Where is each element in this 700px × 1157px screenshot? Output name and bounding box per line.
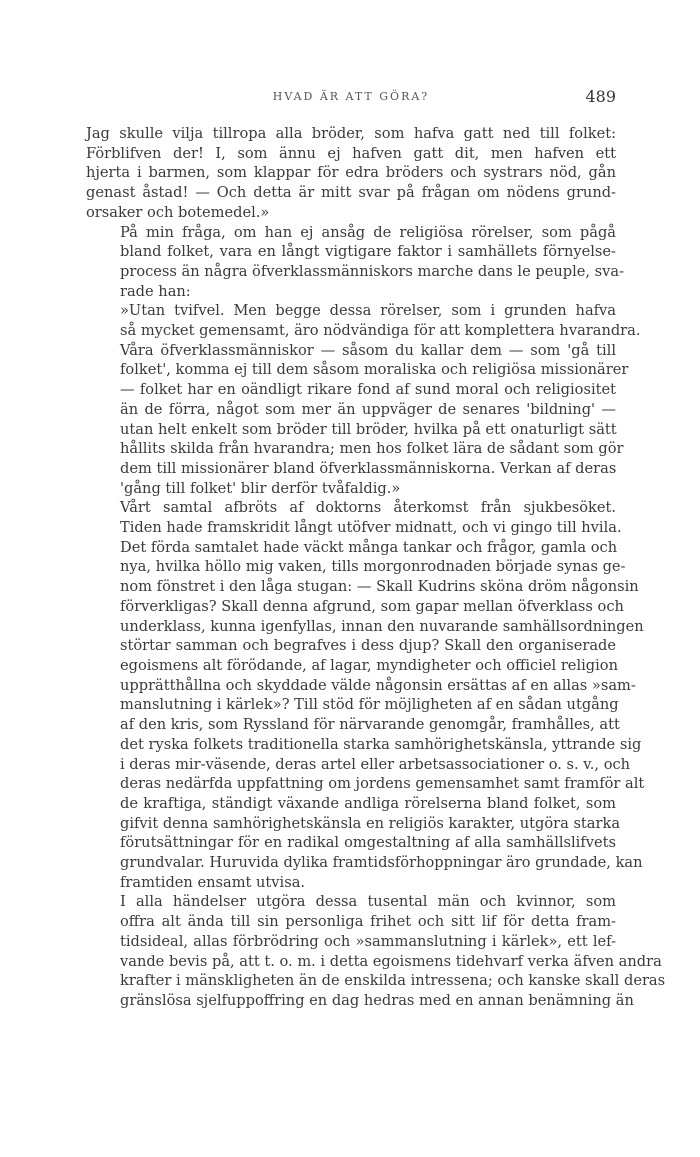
running-head: HVAD ÄR ATT GÖRA?: [272, 90, 430, 103]
page-header: [86, 87, 616, 110]
text-line: nya, hvilka höllo mig vaken, tills morgonrodnaden började synas ge-: [120, 558, 626, 576]
text-line: nom fönstret i den låga stugan: — Skall Kudrins sköna dröm någonsin: [120, 578, 639, 596]
text-line: af den kris, som Ryssland för närvarande genomgår, framhålles, att: [120, 716, 620, 734]
paragraph: [86, 498, 645, 892]
text-line: dem till missionärer bland öfverklassmänniskorna. Verkan af deras: [120, 459, 617, 477]
text-line: Det förda samtalet hade väckt många tankar och frågor, gamla och: [120, 538, 618, 556]
text-line: 'gång till folket' blir derför tvåfaldig.»: [120, 479, 401, 497]
text-line: rade han:: [120, 282, 191, 300]
text-line: orsaker och botemedel.»: [86, 203, 270, 221]
text-line: krafter i mänskligheten än de enskilda intressena; och kanske skall deras: [120, 972, 666, 990]
text-line: egoismens alt förödande, af lagar, myndigheter och officiel religion: [120, 656, 618, 674]
paragraph: [86, 892, 666, 1010]
text-line: förverkligas? Skall denna afgrund, som gapar mellan öfverklass och: [120, 597, 624, 615]
text-line: det ryska folkets traditionella starka samhörighetskänsla, yttrande sig: [120, 735, 642, 753]
text-line: utan helt enkelt som bröder till bröder, hvilka på ett onaturligt sätt: [120, 420, 617, 438]
text-line: Förblifven der! I, som ännu ej hafven gatt dit, men hafven ett: [86, 144, 616, 162]
text-line: förutsättningar för en radikal omgestaltning af alla samhällslifvets: [120, 834, 616, 852]
text-line: — folket har en oändligt rikare fond af sund moral och religiositet: [120, 381, 616, 399]
text-line: framtiden ensamt utvisa.: [120, 873, 306, 891]
text-line: i deras mir-väsende, deras artel eller arbetsassociationer o. s. v., och: [120, 755, 631, 773]
paragraph: [86, 124, 616, 223]
text-line: bland folket, vara en långt vigtigare faktor i samhällets förnyelse-: [120, 243, 616, 261]
text-line: upprätthållna och skyddade välde någonsin ersättas af en allas »sam-: [120, 676, 636, 694]
text-line: gifvit denna samhörighetskänsla en religiös karakter, utgöra starka: [120, 814, 621, 832]
text-line: process än några öfverklassmänniskors marche dans le peuple, sva-: [120, 262, 625, 280]
text-line: genast åstad! — Och detta är mitt svar på frågan om nödens grund-: [86, 184, 616, 202]
text-line: På min fråga, om han ej ansåg de religiösa rörelser, som pågå: [120, 223, 616, 241]
text-line: än de förra, något som mer än uppväger de senares 'bildning' —: [120, 400, 616, 418]
paragraph: [86, 301, 641, 498]
page-number: 489: [585, 87, 616, 106]
text-line: underklass, kunna igenfyllas, innan den nuvarande samhällsordningen: [120, 617, 644, 635]
text-line: manslutning i kärlek»? Till stöd för möjligheten af en sådan utgång: [120, 696, 619, 714]
text-line: hjerta i barmen, som klappar för edra bröders och systrars nöd, gån: [86, 164, 616, 182]
text-line: Tiden hade framskridit långt utöfver midnatt, och vi gingo till hvila.: [120, 519, 622, 537]
text-line: offra alt ända till sin personliga frihet och sitt lif för detta fram-: [120, 913, 616, 931]
text-line: Jag skulle vilja tillropa alla bröder, som hafva gatt ned till folket:: [86, 125, 616, 142]
text-line: grundvalar. Huruvida dylika framtidsförhoppningar äro grundade, kan: [120, 854, 643, 872]
body-text: [86, 124, 666, 1011]
text-line: tidsideal, allas förbrödring och »sammanslutning i kärlek», ett lef-: [120, 932, 616, 950]
text-line: gränslösa sjelfuppoffring en dag hedras med en annan benämning än: [120, 991, 634, 1009]
text-line: så mycket gemensamt, äro nödvändiga för att komplettera hvarandra.: [120, 322, 641, 340]
text-line: »Utan tvifvel. Men begge dessa rörelser, som i grunden hafva: [120, 302, 616, 320]
text-line: vande bevis på, att t. o. m. i detta egoismens tidehvarf verka äfven andra: [120, 952, 662, 970]
text-line: störtar samman och begrafves i dess djup? Skall den organiserade: [120, 637, 616, 655]
paragraph: [86, 223, 625, 302]
text-line: I alla händelser utgöra dessa tusental män och kvinnor, som: [120, 893, 616, 911]
text-line: de kraftiga, ständigt växande andliga rörelserna bland folket, som: [120, 794, 616, 812]
text-line: hållits skilda från hvarandra; men hos folket lära de sådant som gör: [120, 440, 624, 458]
text-line: deras nedärfda uppfattning om jordens gemensamhet samt framför alt: [120, 775, 645, 793]
text-line: folket', komma ej till dem såsom moraliska och religiösa missionärer: [120, 361, 629, 379]
text-line: Våra öfverklassmänniskor — såsom du kallar dem — som 'gå till: [120, 341, 616, 359]
text-line: Vårt samtal afbröts af doktorns återkomst från sjukbesöket.: [120, 499, 616, 517]
